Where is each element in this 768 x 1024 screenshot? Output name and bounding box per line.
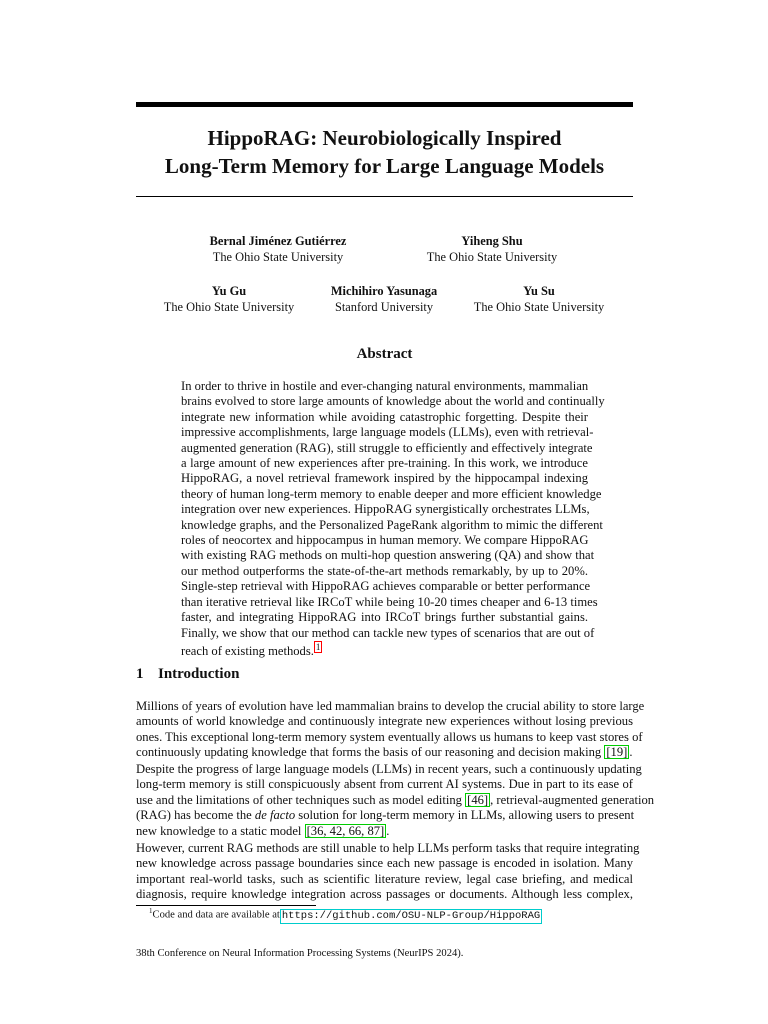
paragraph-last-line: continuously updating knowledge that forms the basis of our reasoning and decision making [19] . <box>136 745 633 760</box>
author-affiliation: The Ohio State University <box>473 300 605 314</box>
abstract-line: roles of neocortex and hippocampus in human memory. We compare HippoRAG <box>181 533 589 548</box>
paragraph-line: important real-world tasks, such as scientific literature review, legal case briefing, and medical <box>136 871 633 886</box>
abstract-line: Single-step retrieval with HippoRAG achieves comparable or better performance <box>181 579 591 594</box>
intro-paragraph-1 <box>136 699 645 761</box>
footnote-link[interactable]: 1 <box>315 641 321 652</box>
abstract-line: Finally, we show that our method can tackle new types of scenarios that are out of <box>181 625 595 640</box>
citation-link[interactable]: [19] <box>606 745 628 760</box>
paragraph-line: ones. This exceptional long-term memory system eventually allows us humans to keep vast stores of <box>136 729 643 744</box>
footnote-rule <box>136 905 316 906</box>
abstract-heading: Abstract <box>356 346 413 362</box>
author-affiliation: Stanford University <box>334 300 434 314</box>
author-block <box>178 233 378 265</box>
paragraph-line <box>136 792 655 808</box>
paragraph-line: Millions of years of evolution have led mammalian brains to develop the crucial ability to store large <box>136 699 645 713</box>
footnote-text: Code and data are available at <box>152 909 280 921</box>
footnote <box>149 907 542 924</box>
abstract-last-text: reach of existing methods. <box>181 644 314 659</box>
top-rule <box>136 102 633 107</box>
abstract-line: impressive accomplishments, large language models (LLMs), even with retrieval- <box>181 425 594 440</box>
citation-link[interactable]: [36, 42, 66, 87] <box>306 823 385 838</box>
abstract-line: faster, and integrating HippoRAG into IRCoT brings further substantial gains. <box>181 610 588 625</box>
abstract-body <box>181 379 605 660</box>
intro-paragraph-3 <box>136 841 640 903</box>
author-name: Michihiro Yasunaga <box>330 284 438 298</box>
abstract-line: augmented generation (RAG), still struggle to efficiently and effectively integrate <box>181 440 593 455</box>
abstract-line: than iterative retrieval like IRCoT while being 10-20 times cheaper and 6-13 times <box>181 594 598 609</box>
section-number: 1 <box>136 666 144 682</box>
author-affiliation: The Ohio State University <box>426 250 558 264</box>
paragraph-text: continuously updating knowledge that forms the basis of our reasoning and decision making <box>136 745 602 760</box>
paragraph-line: However, current RAG methods are still unable to help LLMs perform tasks that require integrating <box>136 841 640 855</box>
intro-paragraph-2 <box>136 762 655 839</box>
title-rule <box>136 196 633 197</box>
paragraph-line: amounts of world knowledge and continuously integrate new experiences without losing previous <box>136 714 633 729</box>
author-block <box>439 283 639 315</box>
author-affiliation: The Ohio State University <box>212 250 344 264</box>
footnote-mark: 1 <box>149 907 153 915</box>
paragraph-line: new knowledge across passage boundaries since each new passage is encoded in isolation. Many <box>136 856 633 871</box>
conference-note: 38th Conference on Neural Information Processing Systems (NeurIPS 2024). <box>136 948 464 959</box>
abstract-line: with existing RAG methods on multi-hop question answering (QA) and show that <box>181 548 595 563</box>
abstract-line: integration over new experiences. HippoRAG synergistically orchestrates LLMs, <box>181 502 590 517</box>
paragraph-text: use and the limitations of other techniques such as model editing <box>136 792 462 807</box>
author-affiliation: The Ohio State University <box>163 300 295 314</box>
section-title: Introduction <box>158 666 240 682</box>
paragraph-text: , retrieval-augmented generation <box>490 792 655 807</box>
repo-link[interactable]: https://github.com/OSU-NLP-Group/HippoRAG <box>281 909 541 922</box>
abstract-line: brains evolved to store large amounts of knowledge about the world and continually <box>181 394 605 409</box>
section-heading <box>136 666 239 683</box>
author-name: Bernal Jiménez Gutiérrez <box>209 234 347 248</box>
paragraph-text: solution for long-term memory in LLMs, allowing users to present <box>298 808 635 823</box>
citation-link[interactable]: [46] <box>467 792 489 807</box>
author-name: Yiheng Shu <box>461 234 523 248</box>
abstract-line: In order to thrive in hostile and ever-changing natural environments, mammalian <box>181 379 589 393</box>
paragraph-last-line: new knowledge to a static model [36, 42, 66, 87] . <box>136 823 390 838</box>
abstract-line: HippoRAG, a novel retrieval framework inspired by the hippocampal indexing <box>181 471 588 486</box>
paragraph-text: new knowledge to a static model <box>136 823 302 838</box>
paragraph-text: (RAG) has become the <box>136 808 252 823</box>
paragraph-line <box>136 808 633 823</box>
abstract-last-line <box>181 641 588 660</box>
author-block <box>392 233 592 265</box>
abstract-line: a large amount of new experiences after pre-training. In this work, we introduce <box>181 456 588 471</box>
abstract-line: our method outperforms the state-of-the-art methods remarkably, by up to 20%. <box>181 563 588 578</box>
abstract-line: integrate new information while avoiding catastrophic forgetting. Despite their <box>181 409 588 424</box>
abstract-line: theory of human long-term memory to enable deeper and more efficient knowledge <box>181 486 602 501</box>
author-name: Yu Su <box>523 284 555 298</box>
title-line-1: HippoRAG: Neurobiologically Inspired <box>207 126 562 150</box>
emphasis-text: de facto <box>254 808 296 823</box>
author-name: Yu Gu <box>211 284 247 298</box>
paragraph-line: long-term memory is still conspicuously absent from current AI systems. Due in part to its ease of <box>136 777 633 792</box>
paragraph-line: Despite the progress of large language models (LLMs) in recent years, such a continuously updating <box>136 762 642 776</box>
title-line-2: Long-Term Memory for Large Language Models <box>164 154 605 178</box>
paragraph-line: diagnosis, require knowledge integration across passages or documents. Although less complex, <box>136 887 633 902</box>
abstract-line: knowledge graphs, and the Personalized PageRank algorithm to mimic the different <box>181 517 603 532</box>
paper-title <box>136 124 633 180</box>
